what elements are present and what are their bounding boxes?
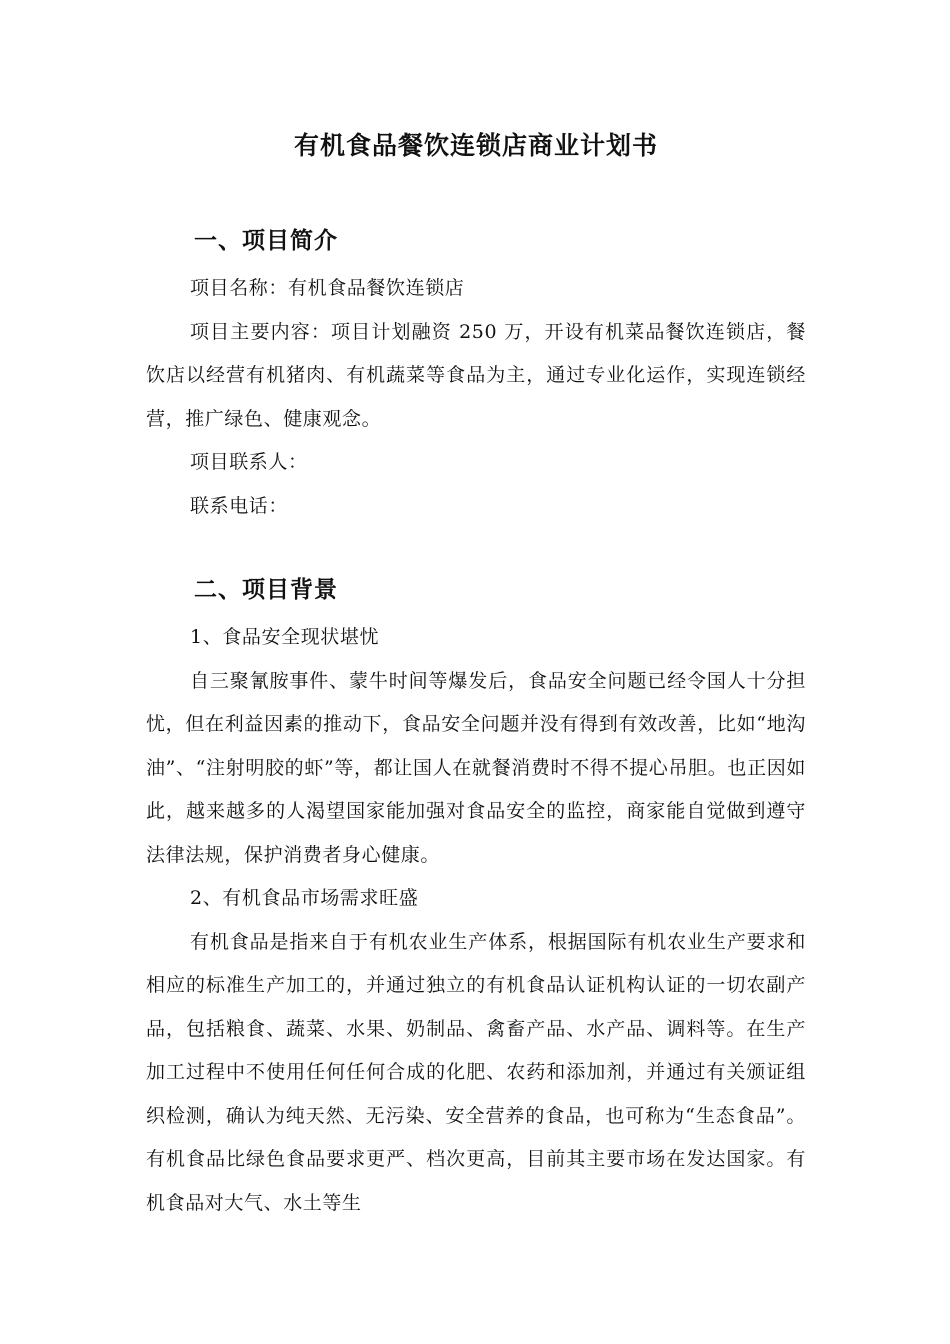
- project-main-content: 项目主要内容：项目计划融资 250 万，开设有机菜品餐饮连锁店，餐饮店以经营有机猪肉、有机蔬菜等食品为主，通过专业化运作，实现连锁经营，推广绿色、健康观念。: [146, 320, 806, 430]
- subsection-title-organic-demand: 2、有机食品市场需求旺盛: [190, 887, 419, 909]
- subsection-title-food-safety: 1、食品安全现状堪忧: [190, 626, 380, 648]
- subsection-body-organic-demand: 有机食品是指来自于有机农业生产体系，根据国际有机农业生产要求和相应的标准生产加工的，并通过独立的有机食品认证机构认证的一切农副产品，包括粮食、蔬菜、水果、奶制品、禽畜产品、水产品、调料等。在生产加工过程中不使用任何任何合成的化肥、农药和添加剂，并通过有关颁证组织检测，确认为纯天然、无污染、安全营养的食品，也可称为“生态食品”。有机食品比绿色食品要求更严、档次更高，目前其主要市场在发达国家。有机食品对大气、水土等生: [146, 930, 806, 1214]
- project-name: 项目名称：有机食品餐饮连锁店: [190, 277, 465, 299]
- project-contact-person: 项目联系人：: [190, 451, 308, 473]
- section-project-intro: [146, 219, 806, 528]
- section-heading-project-background: 二、项目背景: [194, 577, 338, 603]
- subsection-body-food-safety: 自三聚氰胺事件、蒙牛时间等爆发后，食品安全问题已经令国人十分担忧，但在利益因素的推动下，食品安全问题并没有得到有效改善，比如“地沟油”、“注射明胶的虾”等，都让国人在就餐消费时不得不提心吊胆。也正因如此，越来越多的人渴望国家能加强对食品安全的监控，商家能自觉做到遵守法律法规，保护消费者身心健康。: [146, 669, 806, 866]
- section-heading-project-intro: 一、项目简介: [194, 228, 338, 254]
- project-contact-phone: 联系电话：: [190, 494, 289, 517]
- document-body: [146, 126, 806, 1225]
- section-project-background: [146, 568, 806, 1225]
- document-title: 有机食品餐饮连锁店商业计划书: [293, 131, 658, 160]
